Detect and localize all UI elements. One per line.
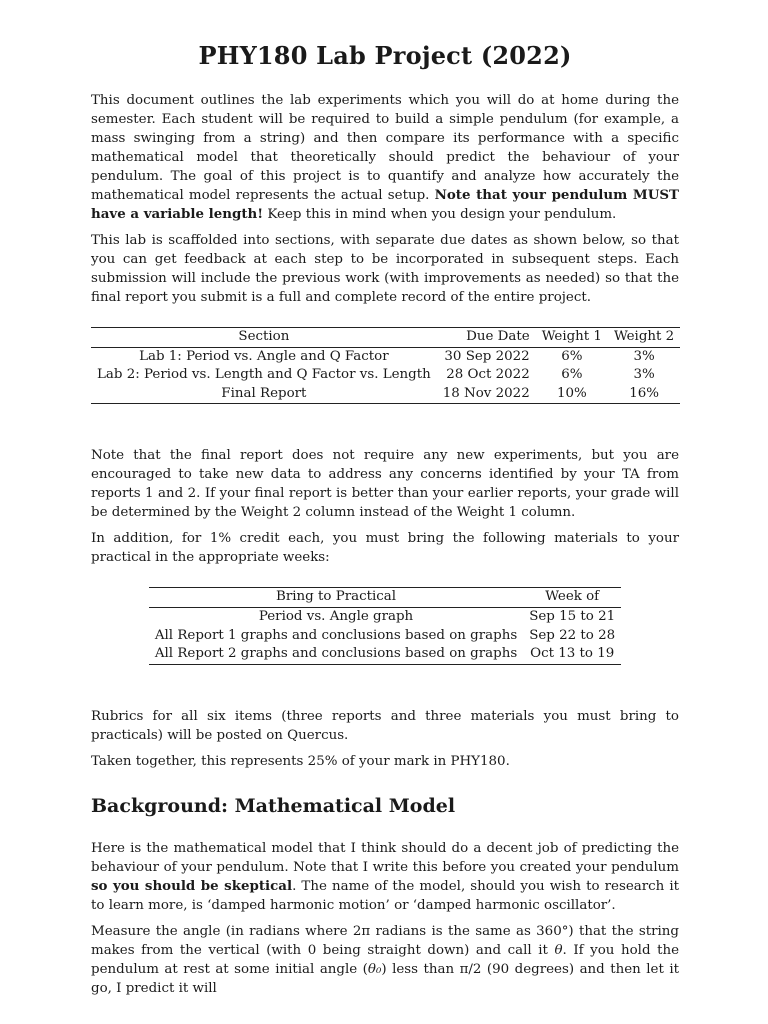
section-cell: Lab 1: Period vs. Angle and Q Factor <box>139 348 389 364</box>
weight-1-cell: 6% <box>561 348 583 364</box>
table-row <box>149 645 621 664</box>
background-text-b: . The name of the model, should you wish to research it to learn more, is ‘damped harmonic motion’ or ‘damped harmonic oscillator’. <box>91 878 680 913</box>
week-cell: Sep 15 to 21 <box>529 608 616 624</box>
document-title: PHY180 Lab Project (2022) <box>198 41 572 70</box>
angle-text-b: . If you hold the pendulum at rest at some initial angle ( <box>91 942 680 977</box>
intro-text: This document outlines the lab experiments which you will do at home during the semester. Each student will be required to build a simple pendulum (for example, a mass swinging from a string) and then compare its performance with a specific mathematical model that theoretically should predict the behaviour of your pendulum. The goal of this project is to quantify and analyze how accurately the mathematical model represents the actual setup. <box>91 93 679 203</box>
table-row <box>91 347 680 366</box>
intro-paragraph-2: This lab is scaffolded into sections, with separate due dates as shown below, so that you can get feedback at each step to be incorporated in subsequent steps. Each submission will include the previous work (with improvements as needed) so that the final report you submit is a full and complete record of the entire project. <box>91 233 679 305</box>
mark-share-note: Taken together, this represents 25% of your mark in PHY180. <box>91 753 510 769</box>
section-cell: Lab 2: Period vs. Length and Q Factor vs. Length <box>97 367 431 383</box>
materials-intro: In addition, for 1% credit each, you must bring the following materials to your practical in the appropriate weeks: <box>91 531 679 566</box>
table-header-row <box>149 588 621 608</box>
header-weight-2: Weight 2 <box>608 328 680 348</box>
background-paragraph-1 <box>91 839 679 915</box>
weight-2-cell: 3% <box>633 367 655 383</box>
week-cell: Oct 13 to 19 <box>523 645 621 664</box>
table-row <box>91 366 680 385</box>
bring-to-practical-table <box>149 587 621 664</box>
header-section: Section <box>91 328 437 348</box>
background-heading: Background: Mathematical Model <box>91 794 456 817</box>
background-text-a: Here is the mathematical model that I think should do a decent job of predicting the behaviour of your pendulum. Note that I write this before you created your pendulum <box>91 840 679 875</box>
header-bring: Bring to Practical <box>149 588 523 608</box>
material-cell: All Report 2 graphs and conclusions based on graphs <box>149 645 523 664</box>
material-cell: Period vs. Angle graph <box>258 608 414 624</box>
due-date-cell: 18 Nov 2022 <box>437 385 536 404</box>
section-cell: Final Report <box>91 385 437 404</box>
header-weight-1: Weight 1 <box>536 328 608 348</box>
table-row <box>149 607 621 626</box>
header-due-date: Due Date <box>437 328 536 348</box>
intro-tail: Keep this in mind when you design your pendulum. <box>263 207 617 222</box>
weight-2-cell: 16% <box>608 385 680 404</box>
theta0-symbol: θ₀ <box>367 961 382 977</box>
table-header-row <box>91 328 680 348</box>
angle-text-c: ) less than π/2 (90 degrees) and then let it go, I predict it will <box>91 961 680 996</box>
due-date-cell: 28 Oct 2022 <box>446 367 530 383</box>
header-week: Week of <box>523 588 621 608</box>
variable-length-note: Note that your pendulum MUST have a variable length! <box>91 187 680 222</box>
background-paragraph-2 <box>91 922 679 998</box>
material-cell: All Report 1 graphs and conclusions based on graphs <box>154 627 518 643</box>
weight-1-cell: 6% <box>561 367 583 383</box>
angle-text-a: Measure the angle (in radians where 2π radians is the same as 360°) that the string makes from the vertical (with 0 being straight down) and call it <box>91 923 679 958</box>
table-row <box>149 627 621 646</box>
weight-1-cell: 10% <box>536 385 608 404</box>
table-row <box>91 385 680 404</box>
week-cell: Sep 22 to 28 <box>529 627 616 643</box>
theta-symbol: θ <box>554 942 563 958</box>
due-dates-table <box>91 327 680 404</box>
skeptical-note: so you should be skeptical <box>91 877 293 894</box>
rubrics-note: Rubrics for all six items (three reports and three materials you must bring to practicals) will be posted on Quercus. <box>91 708 679 743</box>
weight-2-cell: 3% <box>633 348 655 364</box>
intro-paragraph-1 <box>91 91 679 224</box>
final-report-note: Note that the final report does not require any new experiments, but you are encouraged to take new data to address any concerns identified by your TA from reports 1 and 2. If your final report is better than your earlier reports, your grade will be determined by the Weight 2 column instead of the Weight 1 column. <box>91 448 679 521</box>
due-date-cell: 30 Sep 2022 <box>444 348 530 364</box>
